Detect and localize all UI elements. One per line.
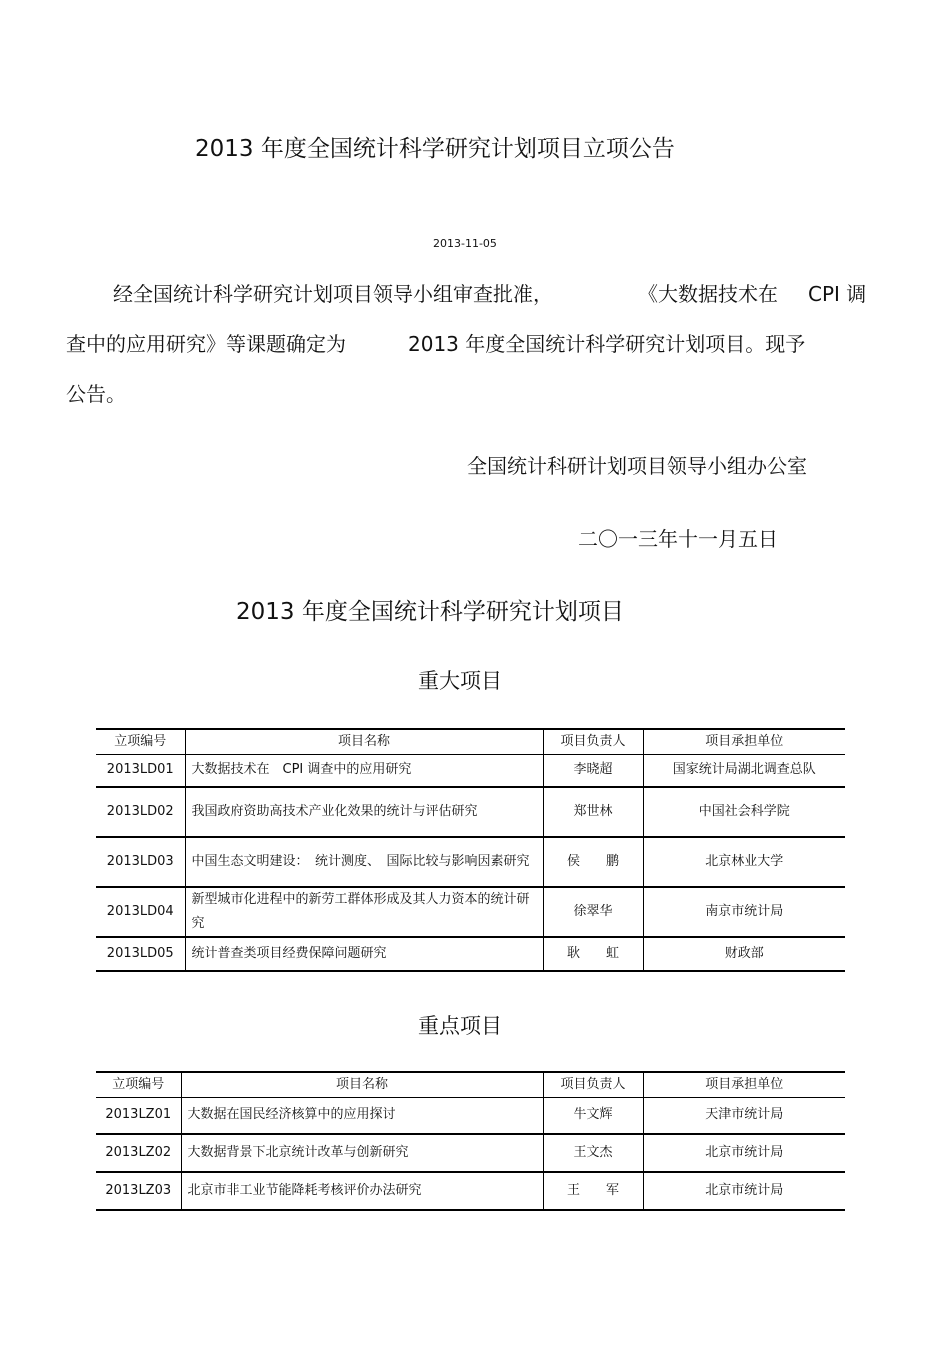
major-heading: 重大项目	[418, 669, 502, 693]
key-heading: 重点项目	[418, 1014, 502, 1038]
table-row	[96, 1172, 845, 1210]
paragraph-line-1a: 经全国统计科学研究计划项目领导小组审查批准，	[113, 282, 553, 306]
project-name: 中国生态文明建设： 统计测度、 国际比较与影响因素研究	[185, 837, 543, 887]
table-row	[96, 1134, 845, 1172]
column-header: 立项编号	[96, 729, 185, 755]
paragraph-line-1b: 《大数据技术在	[638, 282, 778, 306]
column-header: 项目负责人	[543, 729, 643, 755]
project-lead: 王文杰	[543, 1134, 643, 1172]
column-header: 项目承担单位	[643, 1072, 845, 1098]
project-name: 大数据技术在 CPI 调查中的应用研究	[185, 755, 543, 787]
table-row	[96, 837, 845, 887]
column-header: 项目名称	[185, 729, 543, 755]
project-name: 大数据背景下北京统计改革与创新研究	[181, 1134, 543, 1172]
paragraph-line-3: 公告。	[66, 382, 126, 406]
project-name: 我国政府资助高技术产业化效果的统计与评估研究	[185, 787, 543, 837]
table-row	[96, 1098, 845, 1134]
project-org: 天津市统计局	[705, 1107, 784, 1123]
project-name: 北京市非工业节能降耗考核评价办法研究	[181, 1172, 543, 1210]
project-id: 2013LD02	[96, 787, 185, 837]
project-lead: 侯 鹏	[543, 837, 643, 887]
column-header: 项目名称	[181, 1072, 543, 1098]
signature-office: 全国统计科研计划项目领导小组办公室	[467, 454, 807, 478]
project-name: 大数据在国民经济核算中的应用探讨	[181, 1098, 543, 1134]
project-org: 国家统计局湖北调查总队	[672, 762, 816, 778]
announcement-title: 2013 年度全国统计科学研究计划项目立项公告	[195, 136, 675, 162]
project-id: 2013LD04	[96, 887, 185, 937]
major-projects-table	[96, 728, 845, 972]
signature-date: 二〇一三年十一月五日	[578, 527, 778, 551]
announcement-date: 2013-11-05	[433, 237, 497, 250]
table-row	[96, 787, 845, 837]
table-row	[96, 937, 845, 971]
project-name: 统计普查类项目经费保障问题研究	[185, 937, 543, 971]
table-row	[96, 887, 845, 937]
paragraph-line-1c: CPI 调	[808, 282, 867, 306]
column-header: 立项编号	[96, 1072, 181, 1098]
paragraph-line-2b: 2013 年度全国统计科学研究计划项目。现予	[408, 332, 806, 356]
project-lead: 李晓超	[543, 755, 643, 787]
project-org: 南京市统计局	[643, 887, 845, 937]
project-id: 2013LD01	[96, 755, 185, 787]
project-org: 北京林业大学	[643, 837, 845, 887]
project-id: 2013LZ01	[96, 1098, 181, 1134]
project-org: 北京市统计局	[643, 1134, 845, 1172]
list-title: 2013 年度全国统计科学研究计划项目	[236, 599, 624, 625]
project-org: 中国社会科学院	[643, 787, 845, 837]
project-id: 2013LZ03	[96, 1172, 181, 1210]
project-org: 财政部	[643, 937, 845, 971]
project-lead: 耿 虹	[543, 937, 643, 971]
project-lead: 王 军	[543, 1172, 643, 1210]
table-row	[96, 755, 845, 787]
project-org: 北京市统计局	[643, 1172, 845, 1210]
project-lead: 徐翠华	[543, 887, 643, 937]
project-id: 2013LD05	[96, 937, 185, 971]
column-header: 项目负责人	[543, 1072, 643, 1098]
project-id: 2013LD03	[96, 837, 185, 887]
project-name: 新型城市化进程中的新劳工群体形成及其人力资本的统计研究	[185, 887, 543, 937]
paragraph-line-2a: 查中的应用研究》等课题确定为	[66, 332, 346, 356]
project-id: 2013LZ02	[96, 1134, 181, 1172]
project-lead: 牛文辉	[543, 1098, 643, 1134]
column-header: 项目承担单位	[643, 729, 845, 755]
key-projects-table	[96, 1071, 845, 1211]
project-lead: 郑世林	[543, 787, 643, 837]
